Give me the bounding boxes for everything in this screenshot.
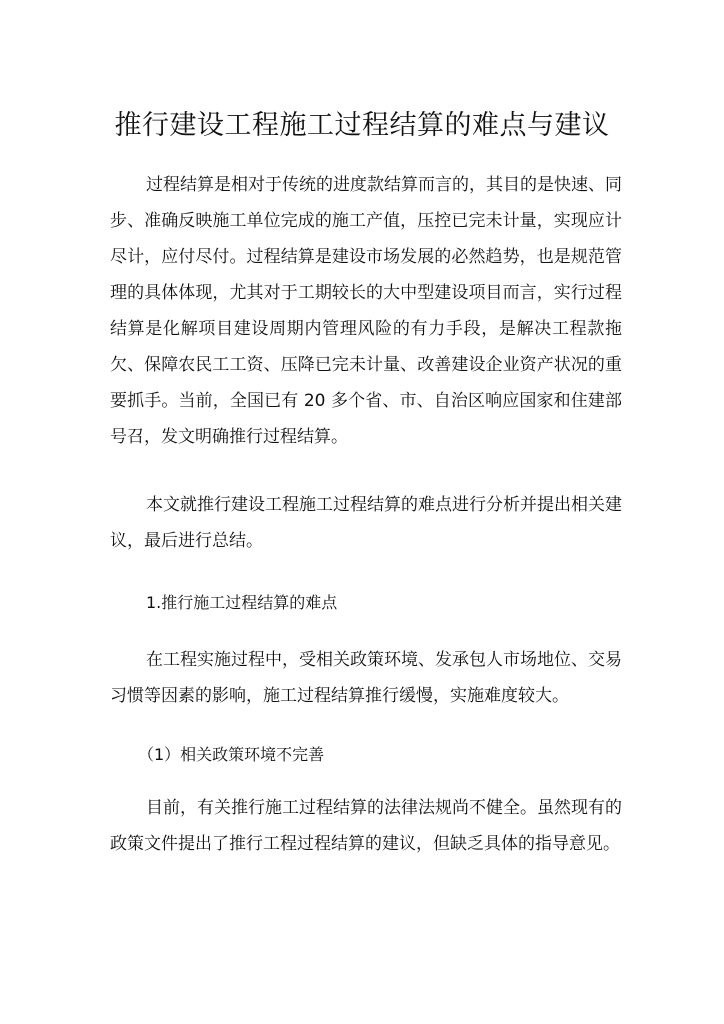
section-heading: 1.推行施工过程结算的难点 [146,593,338,612]
paragraph-policy: 目前，有关推行施工过程结算的法律法规尚不健全。虽然现有的政策文件提出了推行工程过程结算的建议，但缺乏具体的指导意见。 [110,798,622,854]
document-title: 推行建设工程施工过程结算的难点与建议 [114,110,610,141]
paragraph-difficulties: 在工程实施过程中，受相关政策环境、发承包人市场地位、交易习惯等因素的影响，施工过程结算推行缓慢，实施难度较大。 [110,650,622,706]
subsection-heading: （1）相关政策环境不完善 [138,745,325,764]
paragraph-scope: 本文就推行建设工程施工过程结算的难点进行分析并提出相关建议，最后进行总结。 [110,495,622,551]
paragraph-intro: 过程结算是相对于传统的进度款结算而言的，其目的是快速、同步、准确反映施工单位完成的施工产值，压控已完未计量，实现应计尽计，应付尽付。过程结算是建设市场发展的必然趋势，也是规范管理的具体体现，尤其对于工期较长的大中型建设项目而言，实行过程结算是化解项目建设周期内管理风险的有力手段，是解决工程款拖欠、保障农民工工资、压降已完未计量、改善建设企业资产状况的重要抓手。当前，全国已有 20 多个省、市、自治区响应国家和住建部号召，发文明确推行过程结算。 [110,175,622,447]
